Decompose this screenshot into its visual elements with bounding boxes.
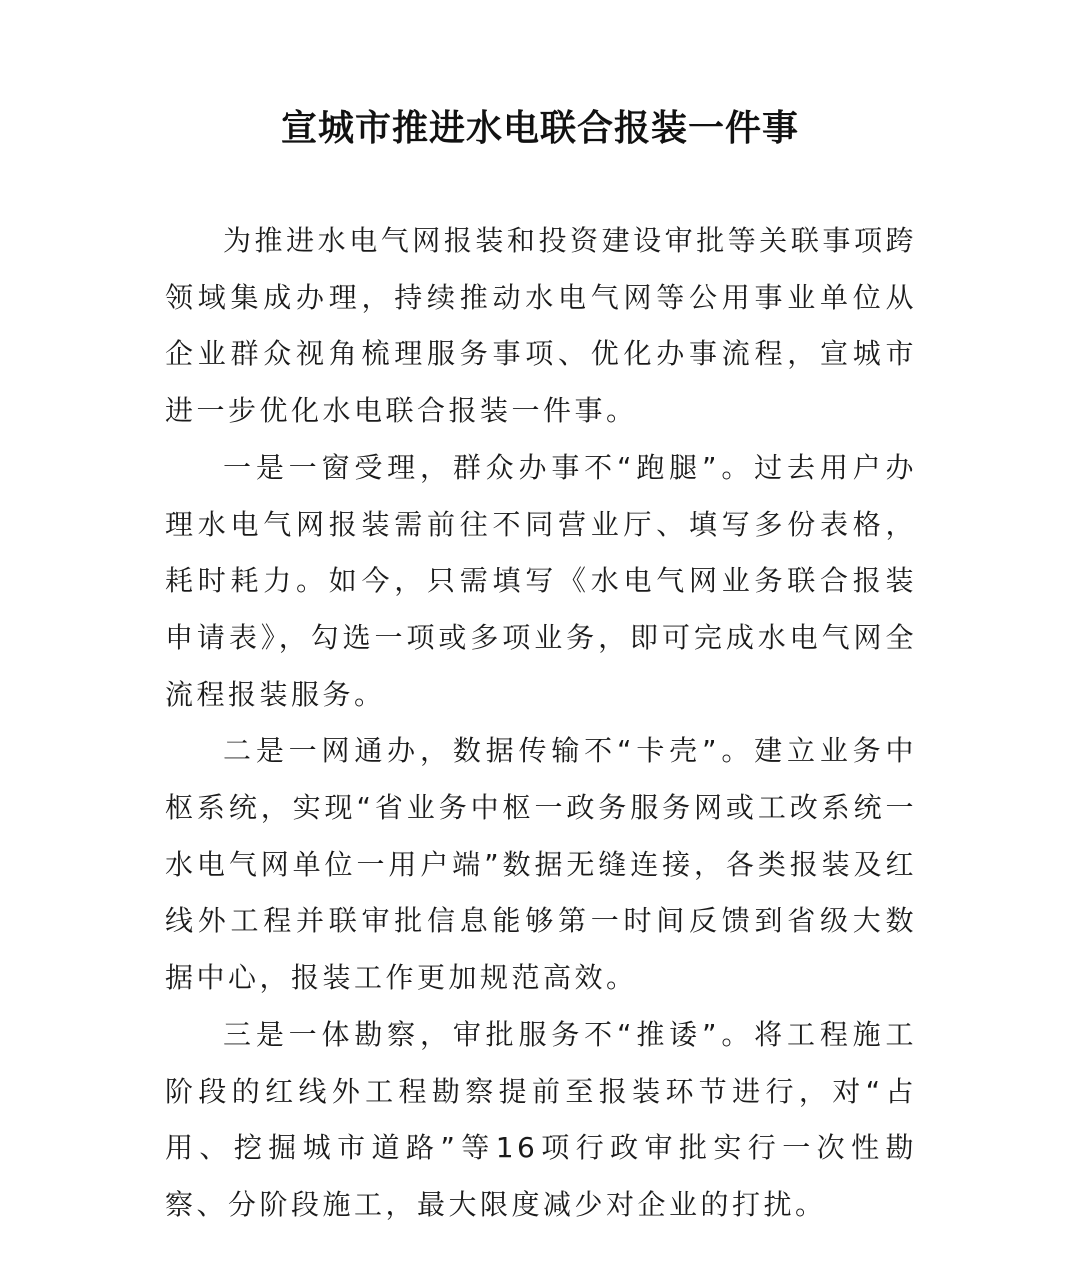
document-title: 宣城市推进水电联合报装一件事 <box>280 107 799 149</box>
paragraph-one-survey: 三是一体勘察，审批服务不“推诿”。将工程施工阶段的红线外工程勘察提前至报装环节进行，对“占用、挖掘城市道路”等16项行政审批实行一次性勘察、分阶段施工，最大限度减少对企业的打扰。 <box>165 1017 917 1221</box>
paragraph-intro: 为推进水电气网报装和投资建设审批等关联事项跨领域集成办理，持续推动水电气网等公用事业单位从企业群众视角梳理服务事项、优化办事流程，宣城市进一步优化水电联合报装一件事。 <box>165 224 917 428</box>
paragraph-one-network: 二是一网通办，数据传输不“卡壳”。建立业务中枢系统，实现“省业务中枢一政务服务网或工改系统一水电气网单位一用户端”数据无缝连接，各类报装及红线外工程并联审批信息能够第一时间反馈到省级大数据中心，报装工作更加规范高效。 <box>165 734 917 995</box>
paragraph-one-window: 一是一窗受理，群众办事不“跑腿”。过去用户办理水电气网报装需前往不同营业厅、填写多份表格，耗时耗力。如今，只需填写《水电气网业务联合报装申请表》，勾选一项或多项业务，即可完成水电气网全流程报装服务。 <box>165 450 917 711</box>
document-body <box>165 213 917 1234</box>
